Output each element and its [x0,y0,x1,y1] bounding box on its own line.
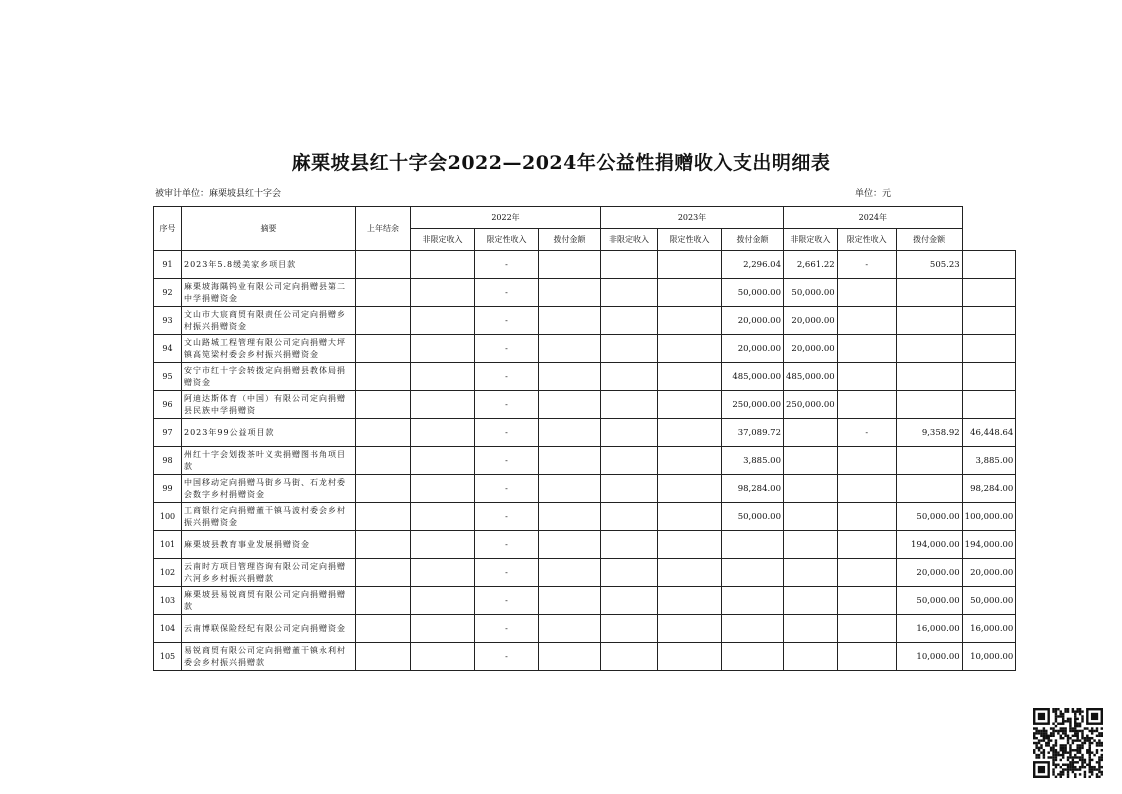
amount-cell [539,615,601,643]
amount-cell [896,475,962,503]
header-disbursed-amount: 拨付金额 [896,229,962,251]
header-disbursed-amount: 拨付金额 [722,229,784,251]
amount-cell [539,363,601,391]
amount-cell [411,475,475,503]
header-prev-balance: 上年结余 [356,207,411,251]
amount-cell [784,643,838,671]
amount-cell [962,279,1016,307]
amount-cell [658,335,722,363]
amount-cell: - [475,279,539,307]
audited-unit-label: 被审计单位：麻栗坡县红十字会 [155,189,282,199]
amount-cell [539,447,601,475]
amount-cell [896,391,962,419]
amount-cell: 9,358.92 [896,419,962,447]
amount-cell [601,279,658,307]
amount-cell: - [475,447,539,475]
amount-cell [356,363,411,391]
row-number: 94 [154,335,182,363]
header-restricted-income: 限定性收入 [658,229,722,251]
header-restricted-income: 限定性收入 [837,229,896,251]
row-description: 易锐商贸有限公司定向捐赠董干镇永利村委会乡村振兴捐赠款 [182,643,356,671]
row-number: 100 [154,503,182,531]
amount-cell [658,447,722,475]
amount-cell [784,447,838,475]
row-number: 97 [154,419,182,447]
amount-cell [784,503,838,531]
amount-cell: 20,000.00 [784,335,838,363]
amount-cell [601,503,658,531]
amount-cell [411,447,475,475]
amount-cell [837,559,896,587]
amount-cell [658,475,722,503]
amount-cell [784,531,838,559]
row-description: 州红十字会划拨茶叶义卖捐赠图书角项目款 [182,447,356,475]
row-description: 阿迪达斯体育（中国）有限公司定向捐赠县民族中学捐赠资 [182,391,356,419]
amount-cell [539,279,601,307]
amount-cell [411,251,475,279]
table-row [154,419,1016,447]
amount-cell [658,419,722,447]
amount-cell [411,615,475,643]
amount-cell [896,279,962,307]
row-description: 中国移动定向捐赠马街乡马街、石龙村委会数字乡村捐赠资金 [182,475,356,503]
amount-cell [837,531,896,559]
row-number: 92 [154,279,182,307]
amount-cell [356,419,411,447]
amount-cell: - [475,307,539,335]
amount-cell: 250,000.00 [722,391,784,419]
amount-cell [356,475,411,503]
amount-cell: - [475,335,539,363]
amount-cell [601,643,658,671]
amount-cell [601,307,658,335]
table-row [154,531,1016,559]
amount-cell [658,587,722,615]
amount-cell [658,307,722,335]
amount-cell: 485,000.00 [784,363,838,391]
amount-cell [784,587,838,615]
amount-cell [356,587,411,615]
amount-cell [411,391,475,419]
table-row [154,307,1016,335]
amount-cell: 20,000.00 [962,559,1016,587]
row-number: 102 [154,559,182,587]
amount-cell [411,307,475,335]
row-description: 2023年99公益项目款 [182,419,356,447]
amount-cell [356,279,411,307]
amount-cell [658,503,722,531]
page-title: 麻栗坡县红十字会2022—2024年公益性捐赠收入支出明细表 [291,152,831,174]
amount-cell [601,531,658,559]
amount-cell [411,531,475,559]
amount-cell [837,643,896,671]
amount-cell [601,335,658,363]
row-description: 云南博联保险经纪有限公司定向捐赠资金 [182,615,356,643]
amount-cell: - [475,363,539,391]
amount-cell: 20,000.00 [784,307,838,335]
header-unrestricted-income: 非限定收入 [411,229,475,251]
amount-cell [411,419,475,447]
row-description: 文山路城工程管理有限公司定向捐赠大坪镇高笕梁村委会乡村振兴捐赠资金 [182,335,356,363]
amount-cell: 20,000.00 [722,307,784,335]
amount-cell: - [475,391,539,419]
amount-cell: 50,000.00 [896,587,962,615]
amount-cell: 100,000.00 [962,503,1016,531]
amount-cell: - [475,643,539,671]
amount-cell [411,363,475,391]
amount-cell: 194,000.00 [896,531,962,559]
amount-cell [722,643,784,671]
table-row [154,251,1016,279]
amount-cell [837,587,896,615]
amount-cell [539,531,601,559]
amount-cell [896,307,962,335]
amount-cell [411,559,475,587]
amount-cell [837,307,896,335]
amount-cell [722,531,784,559]
amount-cell [784,559,838,587]
amount-cell [356,251,411,279]
amount-cell: 250,000.00 [784,391,838,419]
amount-cell [962,391,1016,419]
amount-cell: 2,661.22 [784,251,838,279]
table-body [154,251,1016,671]
amount-cell: 37,089.72 [722,419,784,447]
row-number: 101 [154,531,182,559]
amount-cell [411,587,475,615]
amount-cell [837,279,896,307]
amount-cell [962,363,1016,391]
amount-cell [837,503,896,531]
amount-cell [784,615,838,643]
table-row [154,447,1016,475]
amount-cell: 485,000.00 [722,363,784,391]
amount-cell [601,391,658,419]
amount-cell: 505.23 [896,251,962,279]
amount-cell [539,251,601,279]
amount-cell [722,615,784,643]
amount-cell [601,559,658,587]
amount-cell [658,643,722,671]
row-description: 麻栗坡海隅钨业有限公司定向捐赠县第二中学捐赠资金 [182,279,356,307]
amount-cell: 20,000.00 [722,335,784,363]
table-row [154,335,1016,363]
row-description: 文山市大宸商贸有限责任公司定向捐赠乡村振兴捐赠资金 [182,307,356,335]
amount-cell [411,503,475,531]
amount-cell: - [475,251,539,279]
amount-cell [784,419,838,447]
row-number: 93 [154,307,182,335]
header-unrestricted-income: 非限定收入 [601,229,658,251]
donation-table [153,206,1016,671]
amount-cell: 16,000.00 [962,615,1016,643]
amount-cell: - [475,559,539,587]
amount-cell [356,307,411,335]
amount-cell [539,307,601,335]
currency-unit-label: 单位：元 [855,189,892,199]
table-row [154,391,1016,419]
amount-cell [784,475,838,503]
amount-cell: 20,000.00 [896,559,962,587]
amount-cell: - [475,503,539,531]
amount-cell: 50,000.00 [722,279,784,307]
amount-cell: 194,000.00 [962,531,1016,559]
row-description: 安宁市红十字会转拨定向捐赠县教体局捐赠资金 [182,363,356,391]
amount-cell [962,335,1016,363]
row-description: 工商银行定向捐赠董干镇马波村委会乡村振兴捐赠资金 [182,503,356,531]
amount-cell [539,559,601,587]
amount-cell [539,587,601,615]
amount-cell: 3,885.00 [722,447,784,475]
row-description: 麻栗坡县教育事业发展捐赠资金 [182,531,356,559]
table-row [154,559,1016,587]
amount-cell [658,615,722,643]
amount-cell [722,587,784,615]
amount-cell [837,447,896,475]
row-number: 95 [154,363,182,391]
header-seq: 序号 [154,207,182,251]
amount-cell: 50,000.00 [896,503,962,531]
qr-code-icon [1033,708,1103,778]
amount-cell [837,475,896,503]
table-row [154,475,1016,503]
header-year-2023: 2023年 [601,207,784,229]
amount-cell [539,391,601,419]
row-number: 99 [154,475,182,503]
amount-cell [539,335,601,363]
amount-cell [658,363,722,391]
amount-cell [658,391,722,419]
amount-cell [601,615,658,643]
row-number: 91 [154,251,182,279]
amount-cell [837,335,896,363]
amount-cell: - [837,419,896,447]
row-description: 云南时方项目管理咨询有限公司定向捐赠六河乡乡村振兴捐赠款 [182,559,356,587]
amount-cell [356,531,411,559]
amount-cell [601,587,658,615]
table-row [154,363,1016,391]
table-row [154,643,1016,671]
amount-cell [837,615,896,643]
amount-cell [356,615,411,643]
amount-cell [356,559,411,587]
amount-cell [601,251,658,279]
amount-cell [837,363,896,391]
amount-cell [896,335,962,363]
amount-cell [837,391,896,419]
amount-cell: 50,000.00 [722,503,784,531]
row-number: 105 [154,643,182,671]
row-number: 104 [154,615,182,643]
amount-cell: - [837,251,896,279]
amount-cell: 2,296.04 [722,251,784,279]
amount-cell: 50,000.00 [962,587,1016,615]
amount-cell [962,251,1016,279]
table-row [154,615,1016,643]
amount-cell [896,363,962,391]
amount-cell [658,279,722,307]
amount-cell [722,559,784,587]
amount-cell: 98,284.00 [722,475,784,503]
header-disbursed-amount: 拨付金额 [539,229,601,251]
table-row [154,503,1016,531]
header-summary: 摘要 [182,207,356,251]
row-description: 2023年5.8缓美家乡项目款 [182,251,356,279]
amount-cell [539,643,601,671]
amount-cell: 50,000.00 [784,279,838,307]
amount-cell: 3,885.00 [962,447,1016,475]
amount-cell [601,447,658,475]
header-year-2022: 2022年 [411,207,601,229]
amount-cell [539,419,601,447]
amount-cell: - [475,531,539,559]
amount-cell [356,447,411,475]
amount-cell [356,335,411,363]
amount-cell [356,503,411,531]
amount-cell: 10,000.00 [896,643,962,671]
amount-cell: - [475,419,539,447]
amount-cell [601,475,658,503]
amount-cell: 98,284.00 [962,475,1016,503]
amount-cell [539,475,601,503]
amount-cell: - [475,615,539,643]
amount-cell [356,391,411,419]
amount-cell [896,447,962,475]
amount-cell: 16,000.00 [896,615,962,643]
header-restricted-income: 限定性收入 [475,229,539,251]
amount-cell [411,335,475,363]
amount-cell: 10,000.00 [962,643,1016,671]
amount-cell [658,251,722,279]
header-year-2024: 2024年 [784,207,963,229]
amount-cell [601,419,658,447]
table-row [154,279,1016,307]
table-row [154,587,1016,615]
amount-cell [411,279,475,307]
amount-cell: - [475,587,539,615]
row-number: 103 [154,587,182,615]
row-number: 96 [154,391,182,419]
amount-cell [601,363,658,391]
amount-cell: 46,448.64 [962,419,1016,447]
amount-cell [962,307,1016,335]
amount-cell [658,559,722,587]
amount-cell [411,643,475,671]
amount-cell [658,531,722,559]
amount-cell [356,643,411,671]
header-unrestricted-income: 非限定收入 [784,229,838,251]
amount-cell: - [475,475,539,503]
row-description: 麻栗坡县易锐商贸有限公司定向捐赠捐赠款 [182,587,356,615]
amount-cell [539,503,601,531]
row-number: 98 [154,447,182,475]
